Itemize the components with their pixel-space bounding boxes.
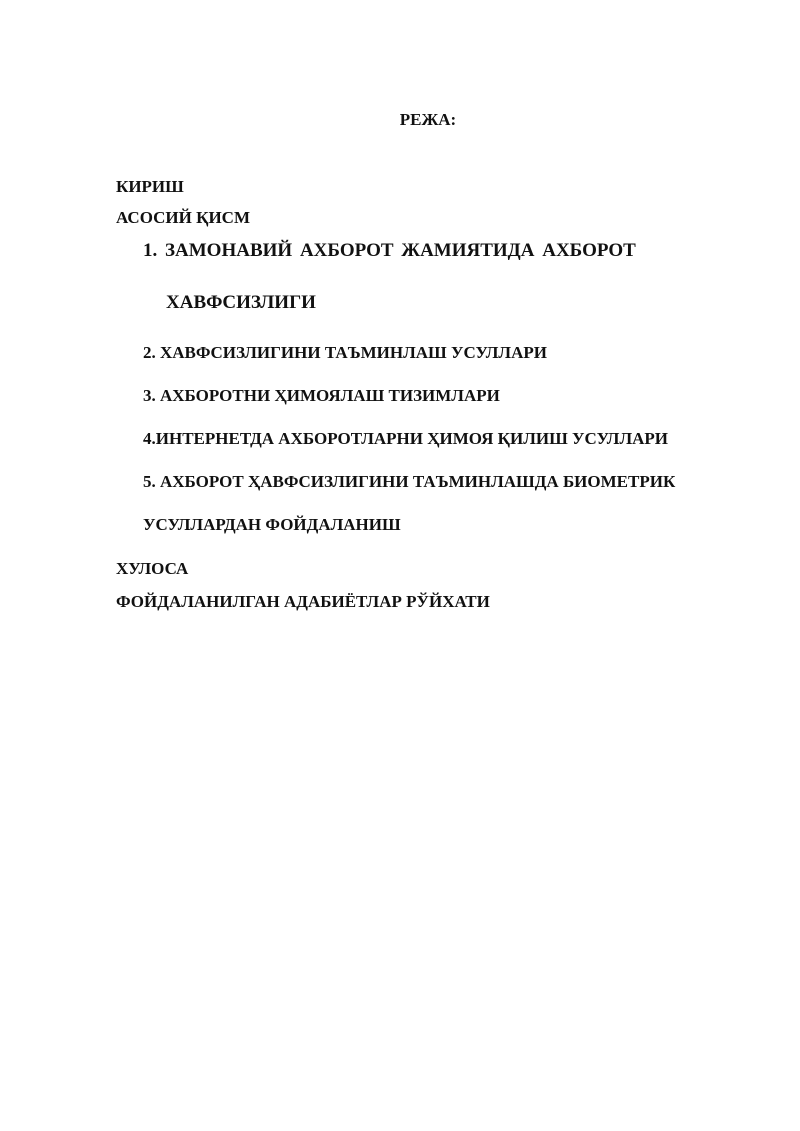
list-item-4: 4.ИНТЕРНЕТДА АХБОРОТЛАРНИ ҲИМОЯ ҚИЛИШ УСУЛЛАРИ (143, 429, 669, 448)
section-references: ФОЙДАЛАНИЛГАН АДАБИЁТЛАР РЎЙХАТИ (116, 592, 490, 611)
list-item-5-continuation: УСУЛЛАРДАН ФОЙДАЛАНИШ (143, 515, 401, 534)
section-main-part: АСОСИЙ ҚИСМ (116, 208, 250, 227)
list-item-2: 2. ХАВФСИЗЛИГИНИ ТАЪМИНЛАШ УСУЛЛАРИ (143, 343, 547, 362)
section-intro: КИРИШ (116, 177, 184, 196)
section-conclusion: ХУЛОСА (116, 559, 189, 578)
page-title: РЕЖА: (399, 110, 457, 129)
list-item-3: 3. АХБОРОТНИ ҲИМОЯЛАШ ТИЗИМЛАРИ (143, 386, 500, 405)
list-item-1-continuation: ХАВФСИЗЛИГИ (166, 292, 316, 313)
list-item-1: 1. ЗАМОНАВИЙ АХБОРОТ ЖАМИЯТИДА АХБОРОТ (143, 240, 636, 261)
list-item-5: 5. АХБОРОТ ҲАВФСИЗЛИГИНИ ТАЪМИНЛАШДА БИОМЕТРИК (143, 472, 676, 491)
